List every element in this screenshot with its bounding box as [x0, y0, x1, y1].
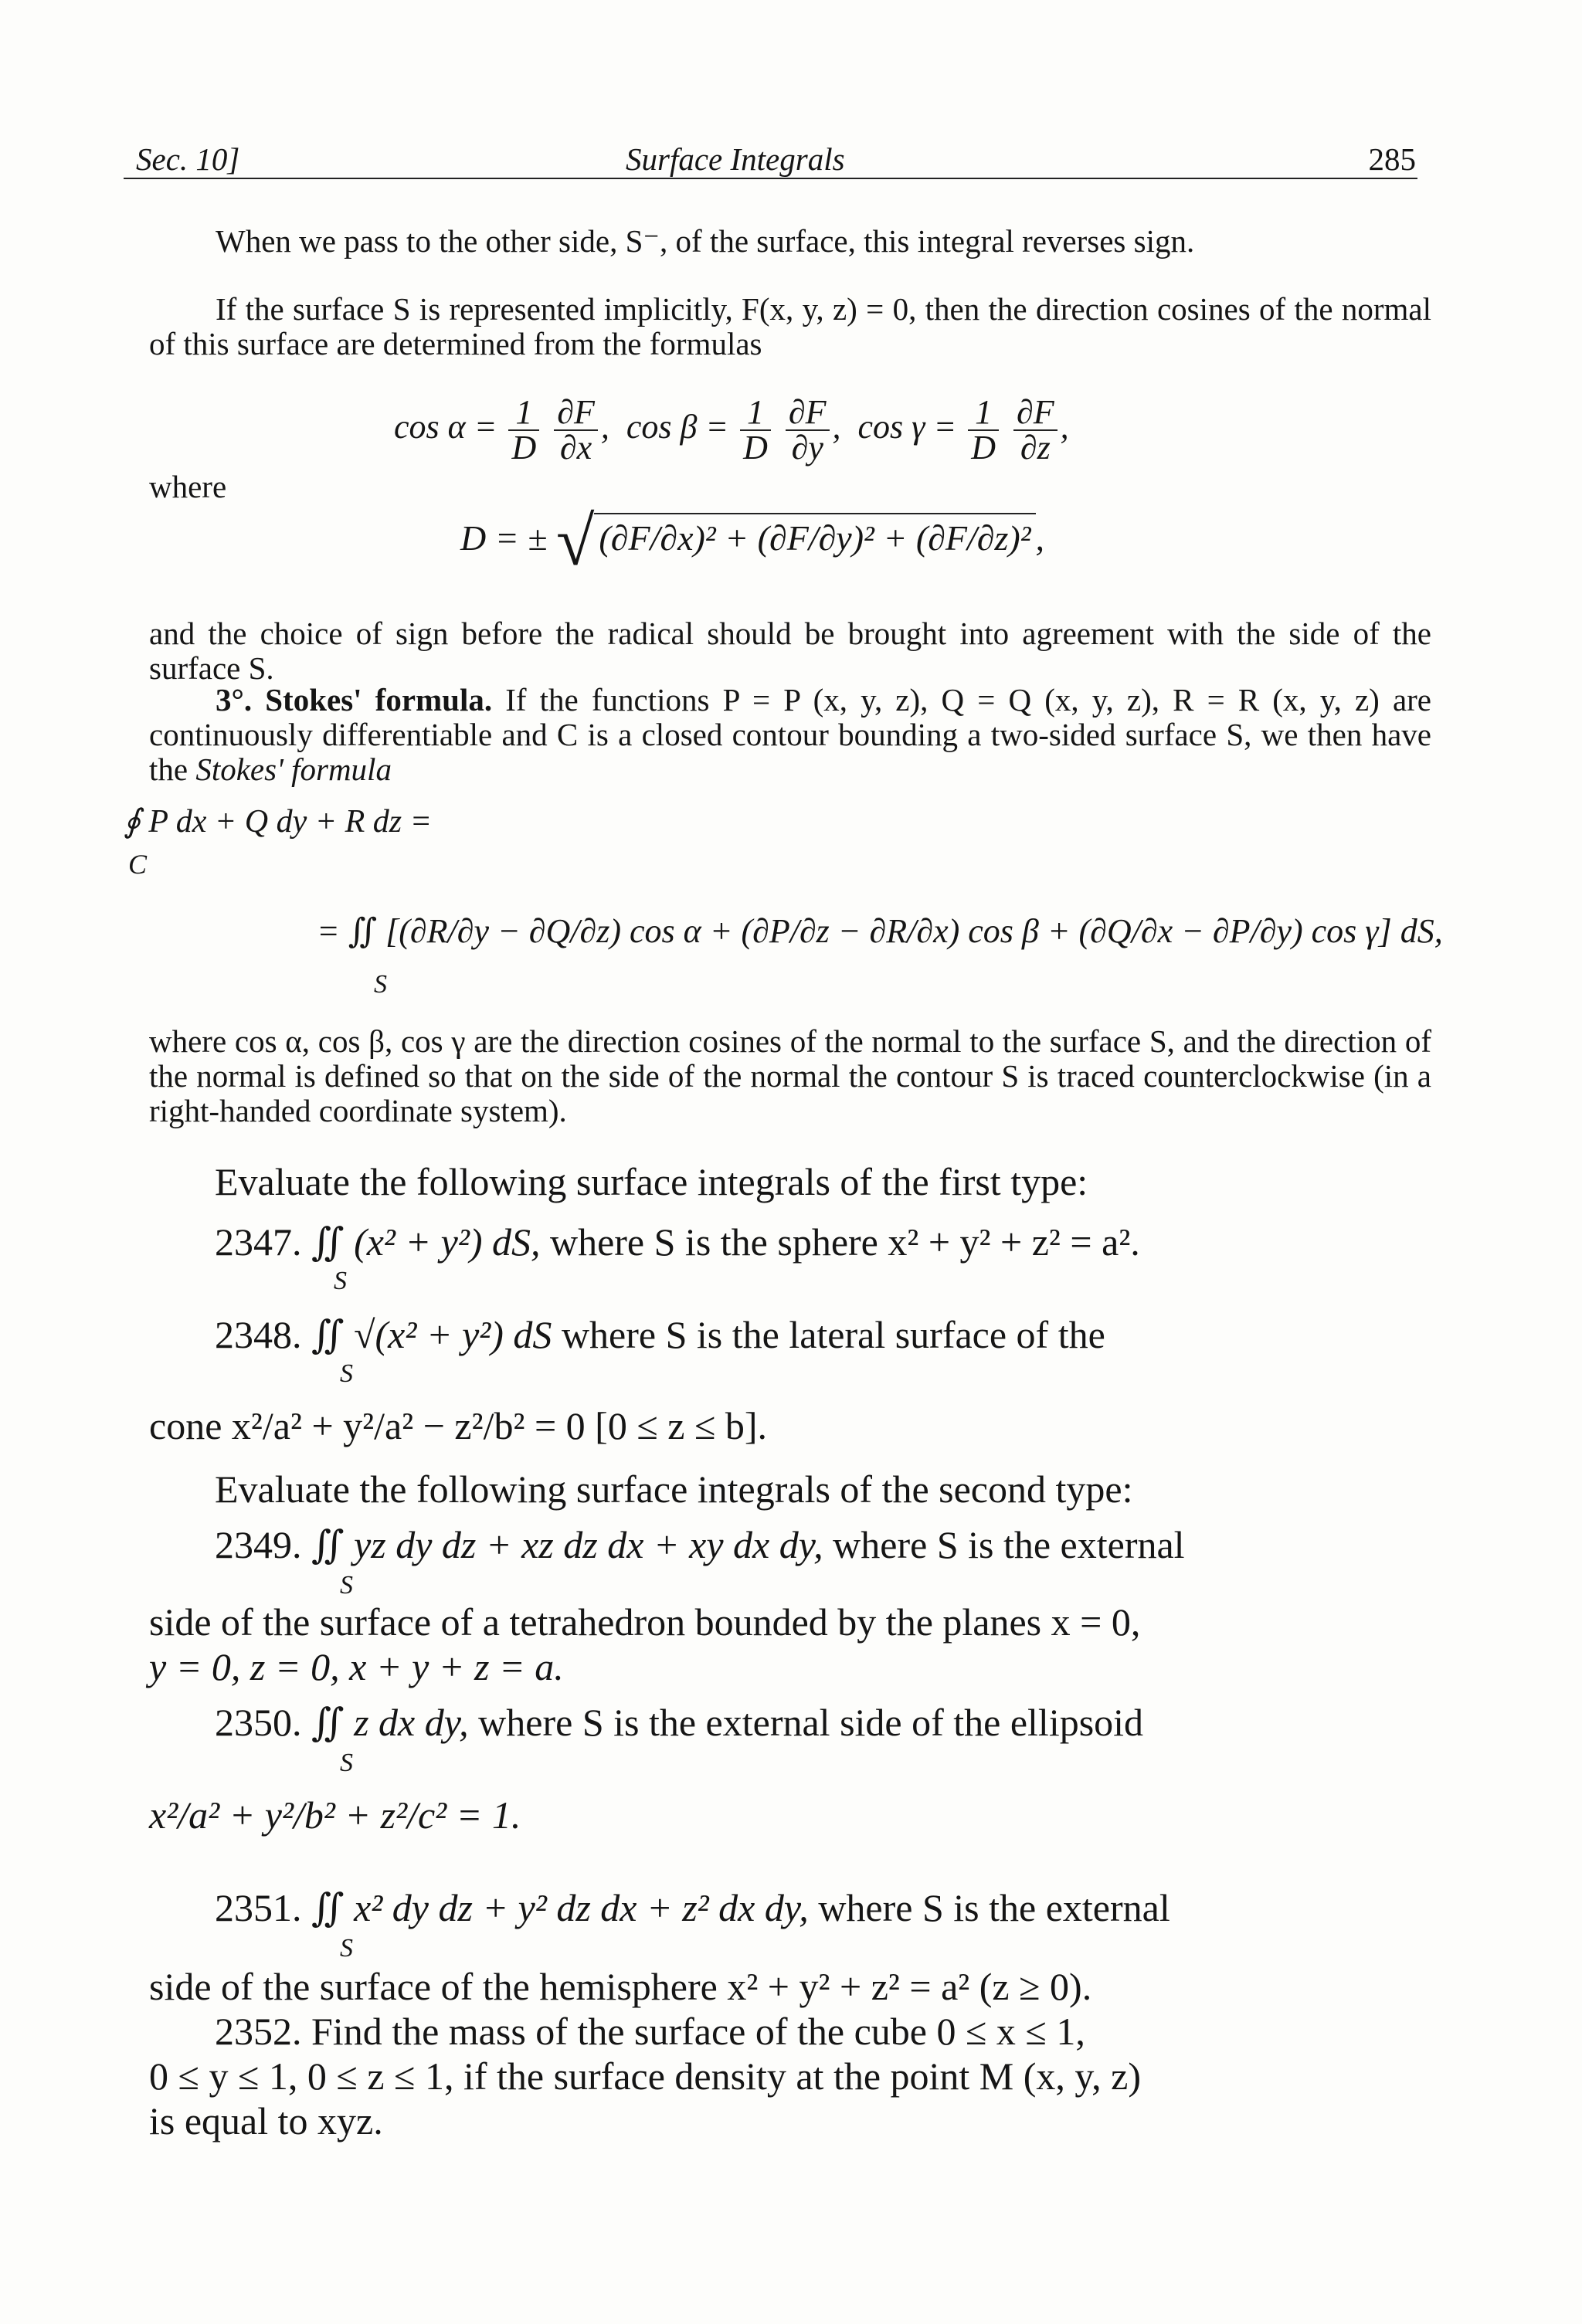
- frac-num: 1: [508, 395, 539, 431]
- frac-den: D: [511, 429, 537, 466]
- fraction-dF-dy: [786, 395, 830, 465]
- integral-subscript: S: [340, 1749, 353, 1777]
- formula-D: D = ± √ (∂F/∂x)² + (∂F/∂y)² + (∂F/∂z)² ,: [460, 504, 1045, 580]
- exercise-2350: [215, 1701, 1435, 1744]
- stokes-term: Stokes' formula: [195, 751, 392, 787]
- exercise-2352-continued: 0 ≤ y ≤ 1, 0 ≤ z ≤ 1, if the surface density at the point M (x, y, z): [149, 2054, 1142, 2098]
- direction-cosine-formulas: cos α = $\frac{1}{D}$ $\frac{\partial F}{\partial x}$ , cos β = $\frac{1}{D}$ $\frac{\partial F}{\partial y}$ , cos γ = $\frac{1}{D}$ $\frac{\partial F}{\partial z}$ ,: [394, 393, 1069, 466]
- exercise-2351-continued: side of the surface of the hemisphere x² + y² + z² = a² (z ≥ 0).: [149, 1965, 1092, 2008]
- paragraph-stokes: [149, 683, 1431, 787]
- integral-subscript: S: [340, 1571, 353, 1600]
- paragraph-direction-cosines: where cos α, cos β, cos γ are the direction cosines of the normal to the surface S, and the direction of the normal is defined so that on the side of the normal the contour S is traced counterclockwise (in a right-handed coordinate system).: [149, 1023, 1431, 1128]
- exercise-number: 2352.: [215, 2010, 302, 2053]
- where-label: where: [149, 469, 227, 504]
- stokes-lhs: [124, 802, 432, 840]
- exercise-number: 2348.: [215, 1313, 302, 1356]
- exercise-text: where S is the external side of the ellipsoid: [478, 1701, 1144, 1744]
- fraction-1-over-D: [740, 395, 771, 465]
- exercise-number: 2350.: [215, 1701, 302, 1744]
- fraction-1-over-D: [968, 395, 999, 465]
- exercise-2350-continued: x²/a² + y²/b² + z²/c² = 1.: [149, 1793, 521, 1837]
- integral-subscript: S: [334, 1267, 347, 1295]
- stokes-lhs-expression: ∮ P dx + Q dy + R dz =: [124, 804, 432, 840]
- exercise-2347: [215, 1220, 1435, 1264]
- exercise-2348: [215, 1313, 1435, 1356]
- paragraph-implicit-surface: If the surface S is represented implicitly, F(x, y, z) = 0, then the direction cosines of the normal of this surface are determined from the formulas: [149, 291, 1431, 361]
- D-lhs: D = ±: [460, 518, 548, 558]
- exercise-2349-continued-2: y = 0, z = 0, x + y + z = a.: [149, 1645, 564, 1688]
- exercise-text: where S is the external: [818, 1886, 1170, 1929]
- exercise-2349: [215, 1523, 1435, 1566]
- exercise-text: Find the mass of the surface of the cube 0 ≤ x ≤ 1,: [311, 2010, 1085, 2053]
- exercise-2352: [215, 2010, 1435, 2053]
- radical-sign: √: [556, 504, 595, 580]
- paragraph-sign-choice: and the choice of sign before the radical should be brought into agreement with the side of the surface S.: [149, 616, 1431, 686]
- section-label: Sec. 10]: [136, 141, 240, 177]
- stokes-body: If the functions P = P (x, y, z), Q = Q (x, y, z), R = R (x, y, z) are continuously differentiable and C is a closed contour bounding a two-sided surface S, we then have the: [149, 682, 1432, 787]
- exercise-text: where S is the external: [833, 1523, 1185, 1566]
- fraction-dF-dx: [554, 395, 598, 465]
- exercise-number: 2349.: [215, 1523, 302, 1566]
- frac-num: ∂F: [554, 395, 598, 431]
- exercise-2349-continued: side of the surface of a tetrahedron bounded by the planes x = 0,: [149, 1600, 1141, 1644]
- exercise-integral: ∬ z dx dy,: [311, 1701, 469, 1744]
- integral-subscript: S: [340, 1359, 353, 1388]
- heading-second-type: Evaluate the following surface integrals of the second type:: [215, 1467, 1133, 1511]
- frac-den: D: [743, 429, 768, 466]
- stokes-rhs-surface: S: [374, 970, 387, 999]
- exercise-integral: ∬ √(x² + y²) dS: [311, 1313, 552, 1356]
- frac-num: ∂F: [786, 395, 830, 431]
- stokes-rhs: = ∬ [(∂R/∂y − ∂Q/∂z) cos α + (∂P/∂z − ∂R/∂x) cos β + (∂Q/∂x − ∂P/∂y) cos γ] dS,: [317, 912, 1443, 950]
- exercise-text: where S is the sphere x² + y² + z² = a².: [549, 1220, 1140, 1264]
- fraction-dF-dz: [1013, 395, 1057, 465]
- page-number: 285: [1368, 141, 1416, 177]
- D-radicand: (∂F/∂x)² + (∂F/∂y)² + (∂F/∂z)²: [594, 513, 1035, 558]
- exercise-2351: [215, 1886, 1435, 1929]
- exercise-number: 2347.: [215, 1220, 302, 1264]
- cos-alpha-label: cos α =: [394, 408, 497, 446]
- frac-num: 1: [968, 395, 999, 431]
- running-title: Surface Integrals: [626, 141, 845, 177]
- frac-den: ∂z: [1020, 429, 1051, 466]
- cos-gamma-label: cos γ =: [857, 408, 957, 446]
- frac-num: 1: [740, 395, 771, 431]
- exercise-2352-continued-2: is equal to xyz.: [149, 2099, 383, 2142]
- exercise-text: where S is the lateral surface of the: [561, 1313, 1105, 1356]
- cos-beta-label: cos β =: [626, 408, 729, 446]
- frac-num: ∂F: [1013, 395, 1057, 431]
- exercise-number: 2351.: [215, 1886, 302, 1929]
- running-header: [124, 137, 1417, 179]
- exercise-integral: ∬ yz dy dz + xz dz dx + xy dx dy,: [311, 1523, 823, 1566]
- fraction-1-over-D: [508, 395, 539, 465]
- paragraph-other-side: When we pass to the other side, S⁻, of the surface, this integral reverses sign.: [216, 223, 1195, 259]
- heading-first-type: Evaluate the following surface integrals of the first type:: [215, 1160, 1088, 1203]
- stokes-heading: 3°. Stokes' formula.: [216, 682, 493, 718]
- exercise-integral: ∬ (x² + y²) dS,: [311, 1220, 541, 1264]
- stokes-lhs-contour: C: [128, 849, 148, 880]
- frac-den: D: [971, 429, 996, 466]
- frac-den: ∂y: [791, 429, 823, 466]
- frac-den: ∂x: [559, 429, 592, 466]
- exercise-integral: ∬ x² dy dz + y² dz dx + z² dx dy,: [311, 1886, 809, 1929]
- integral-subscript: S: [340, 1934, 353, 1963]
- exercise-2348-continued: cone x²/a² + y²/a² − z²/b² = 0 [0 ≤ z ≤ b].: [149, 1404, 768, 1447]
